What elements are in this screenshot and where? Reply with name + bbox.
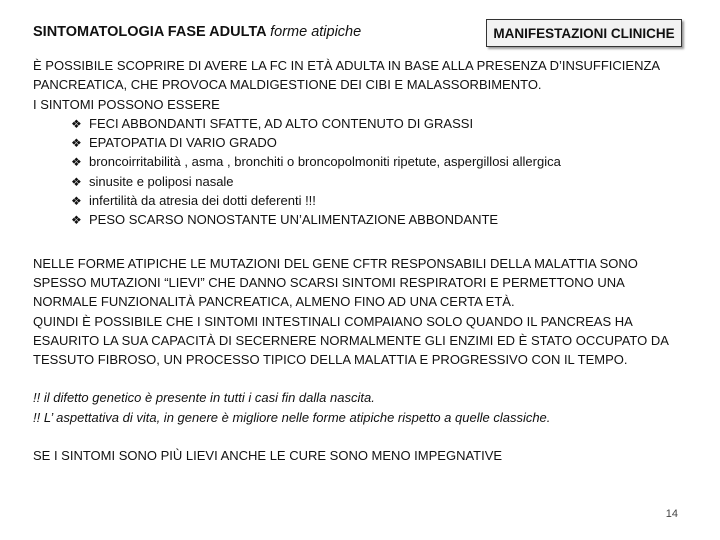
note-life-expectancy: !! L’ aspettativa di vita, in genere è migliore nelle forme atipiche rispetto a quelle classiche. bbox=[33, 409, 551, 425]
symptom-text: FECI ABBONDANTI SFATTE, AD ALTO CONTENUTO DI GRASSI bbox=[89, 115, 474, 131]
intro-line-2: PANCREATICA, CHE PROVOCA MALDIGESTIONE DEI CIBI E MALASSORBIMENTO. bbox=[33, 77, 542, 93]
symptom-text: sinusite e poliposi nasale bbox=[89, 173, 234, 189]
slide-title bbox=[33, 24, 361, 40]
closing-statement: SE I SINTOMI SONO PIÙ LIEVI ANCHE LE CURE SONO MENO IMPEGNATIVE bbox=[33, 448, 503, 464]
diamond-bullet-icon: ❖ bbox=[71, 136, 82, 151]
diamond-bullet-icon: ❖ bbox=[71, 116, 82, 131]
paragraph-line: ESAURITO LA SUA CAPACITÀ DI SECERNERE NORMALMENTE GLI ENZIMI ED È STATO OCCUPATO DA bbox=[33, 332, 669, 348]
slide-body bbox=[33, 56, 693, 465]
diamond-bullet-icon: ❖ bbox=[71, 155, 82, 170]
symptom-item bbox=[71, 191, 693, 210]
page-number: 14 bbox=[665, 508, 678, 520]
note-genetic-defect: !! il difetto genetico è presente in tutti i casi fin dalla nascita. bbox=[33, 390, 375, 406]
symptom-item bbox=[71, 210, 693, 229]
symptom-list bbox=[33, 114, 693, 230]
symptom-item bbox=[71, 114, 693, 133]
symptom-text: infertilità da atresia dei dotti deferenti !!! bbox=[89, 193, 316, 209]
section-badge: MANIFESTAZIONI CLINICHE bbox=[486, 19, 682, 47]
slide-title-bold: SINTOMATOLOGIA FASE ADULTA bbox=[33, 24, 267, 40]
symptom-text: PESO SCARSO NONOSTANTE UN’ALIMENTAZIONE ABBONDANTE bbox=[89, 212, 499, 228]
paragraph-line: NORMALE FUNZIONALITÀ PANCREATICA, ALMENO FINO AD UNA CERTA ETÀ. bbox=[33, 294, 515, 310]
symptom-item bbox=[71, 152, 693, 171]
paragraph-line: NELLE FORME ATIPICHE LE MUTAZIONI DEL GENE CFTR RESPONSABILI DELLA MALATTIA SONO bbox=[33, 255, 638, 271]
symptom-item bbox=[71, 172, 693, 191]
intro-line-3: I SINTOMI POSSONO ESSERE bbox=[33, 96, 220, 112]
diamond-bullet-icon: ❖ bbox=[71, 174, 82, 189]
symptom-text: broncoirritabilità , asma , bronchiti o broncopolmoniti ripetute, aspergillosi allergica bbox=[89, 154, 561, 170]
symptom-item bbox=[71, 133, 693, 152]
slide-title-italic: forme atipiche bbox=[270, 24, 362, 40]
paragraph-line: QUINDI È POSSIBILE CHE I SINTOMI INTESTINALI COMPAIANO SOLO QUANDO IL PANCREAS HA bbox=[33, 313, 633, 329]
atypical-forms-paragraph bbox=[33, 254, 693, 370]
diamond-bullet-icon: ❖ bbox=[71, 213, 82, 228]
intro-line-1: È POSSIBILE SCOPRIRE DI AVERE LA FC IN ETÀ ADULTA IN BASE ALLA PRESENZA D’INSUFFICIENZA bbox=[33, 58, 661, 73]
diamond-bullet-icon: ❖ bbox=[71, 194, 82, 209]
paragraph-line: TESSUTO FIBROSO, UN PROCESSO TIPICO DELLA MALATTIA E PROGRESSIVO CON IL TEMPO. bbox=[33, 352, 628, 368]
symptom-text: EPATOPATIA DI VARIO GRADO bbox=[89, 135, 277, 151]
paragraph-line: SPESSO MUTAZIONI “LIEVI” CHE DANNO SCARSI SINTOMI RESPIRATORI E PERMETTONO UNA bbox=[33, 274, 625, 290]
